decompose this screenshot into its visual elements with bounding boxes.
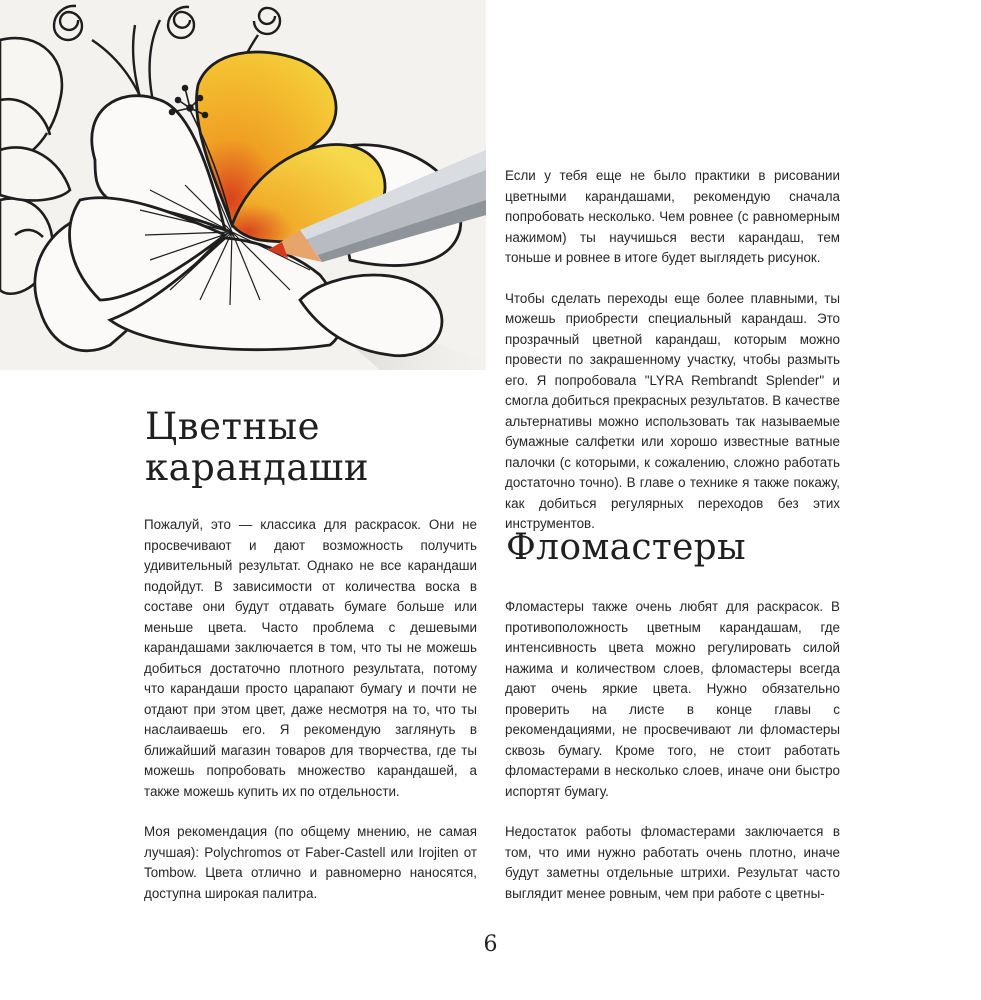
paragraph: Фломастеры также очень любят для раскрасок. В противоположность цветным карандашам, где интенсивность цвета можно регулировать силой нажима и количеством слоев, фломастеры всегда дают очень яркие цвета. Нужно обязательно проверить на листе в конце главы с рекомендациями, не просвечивают ли фломастеры сквозь бумагу. Кроме того, не стоит работать фломастерами в несколько слоев, иначе они быстро испортят бумагу. [505, 599, 840, 799]
pencils-continued-body [505, 166, 840, 555]
page-number: 6 [483, 932, 498, 957]
pencils-body [144, 515, 477, 924]
paragraph: Чтобы сделать переходы еще более плавными, ты можешь приобрести специальный карандаш. Это прозрачный цветной карандаш, которым можно провести по закрашенному участку, чтобы размыть его. Я попробовала "LYRA Rembrandt Splender" и смогла добиться прекрасных результатов. В качестве альтернативы можно использовать так называемые бумажные салфетки или хорошо известные ватные палочки (с которыми, к сожалению, сложно работать достаточно точно). В главе о технике я также покажу, как добиться регулярных переходов без этих инструментов. [505, 290, 840, 531]
flower-coloring-illustration [0, 0, 486, 370]
title-line-1: Цветные [145, 405, 320, 448]
title-line-2: карандаши [145, 446, 369, 490]
paragraph: Пожалуй, это — классика для раскрасок. Они не просвечивают и дают возможность получить удивительный результат. Однако не все карандаши подойдут. В зависимости от количества воска в составе они будут отдавать бумаге больше или меньше цвета. Часто проблема с дешевыми карандашами заключается в том, что ты не можешь добиться достаточно плотного результата, потому что карандаши просто царапают бумагу и почти не отдают при этом цвет, даже несмотря на то, что ты наслаиваешь его. Я рекомендую заглянуть в ближайший магазин товаров для творчества, где ты можешь попробовать множество карандашей, а также можешь купить их по отдельности. [144, 517, 477, 799]
paragraph: Недостаток работы фломастерами заключается в том, что ими нужно работать очень плотно, иначе будут заметны отдельные штрихи. Результат часто выглядит менее ровным, чем при работе с цветны- [505, 824, 840, 901]
paragraph: Если у тебя еще не было практики в рисовании цветными карандашами, рекомендую сначала попробовать несколько. Чем ровнее (с равномерным нажимом) ты научишься вести карандаш, тем тоньше и ровнее в итоге будет выглядеть рисунок. [505, 168, 840, 265]
paragraph: Моя рекомендация (по общему мнению, не самая лучшая): Polychromos от Faber-Castell или Irojiten от Tombow. Цвета отлично и равномерно наносятся, доступна широкая палитра. [144, 824, 477, 901]
section-title-markers: Фломастеры [506, 527, 746, 568]
section-title-pencils [145, 406, 369, 489]
markers-body [505, 597, 840, 924]
flower-coloring-illustration-icon [0, 0, 486, 370]
